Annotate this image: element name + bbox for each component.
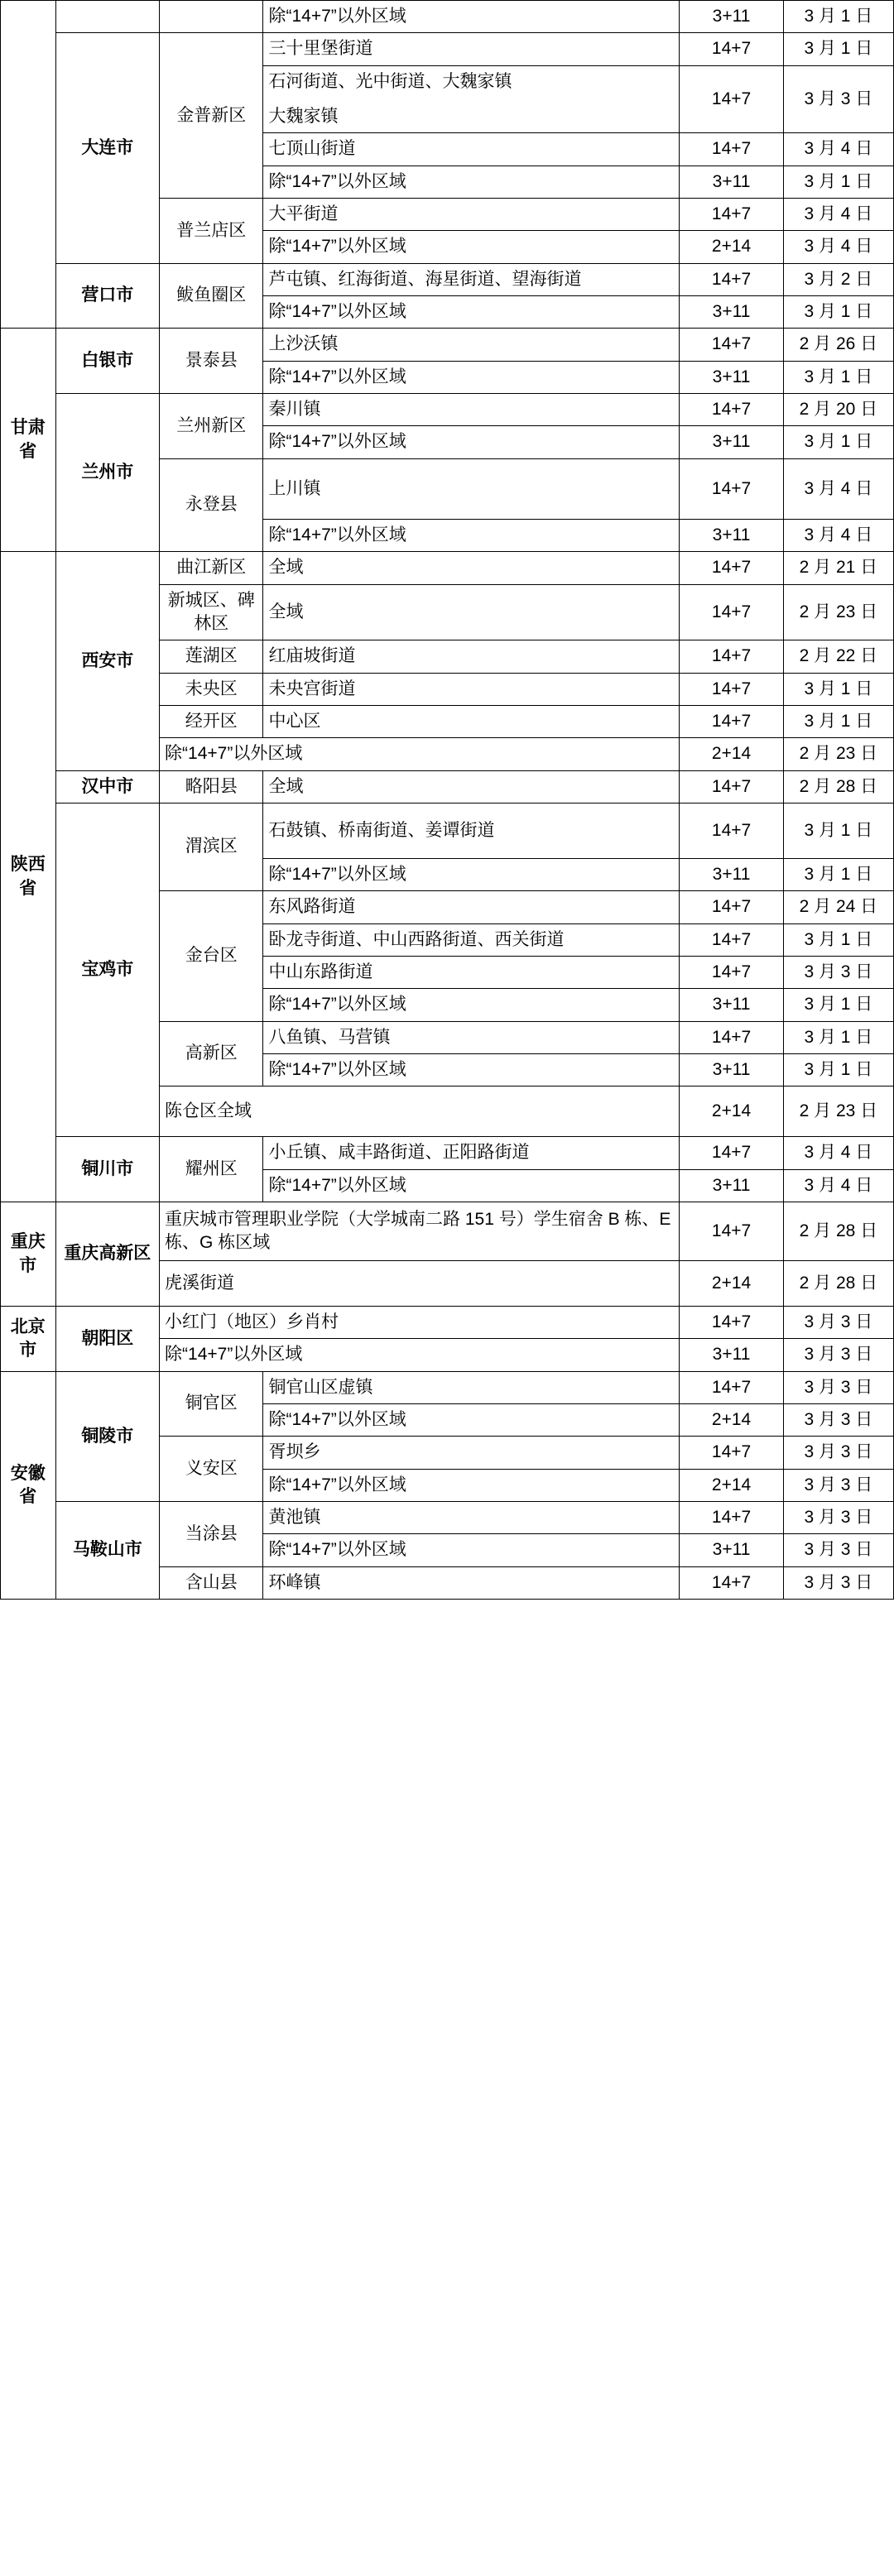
cell-date: 3 月 3 日 bbox=[783, 1307, 893, 1339]
cell-date: 2 月 28 日 bbox=[783, 770, 893, 803]
cell-area: 秦川镇 bbox=[263, 394, 680, 426]
cell-district: 鲅鱼圈区 bbox=[160, 263, 263, 329]
cell-date: 2 月 24 日 bbox=[783, 891, 893, 923]
cell-date: 3 月 1 日 bbox=[783, 673, 893, 705]
cell-date: 2 月 23 日 bbox=[783, 738, 893, 770]
cell-area: 除“14+7”以外区域 bbox=[263, 231, 680, 263]
cell-area: 环峰镇 bbox=[263, 1566, 680, 1599]
cell-area: 红庙坡街道 bbox=[263, 640, 680, 673]
cell-city: 兰州市 bbox=[55, 394, 159, 552]
cell-date: 3 月 3 日 bbox=[783, 1566, 893, 1599]
cell-date: 2 月 23 日 bbox=[783, 584, 893, 640]
cell-area: 上川镇 bbox=[263, 458, 680, 519]
cell-area: 全域 bbox=[263, 770, 680, 803]
cell-days: 3+11 bbox=[680, 361, 783, 393]
cell-district: 兰州新区 bbox=[160, 394, 263, 459]
cell-days: 14+7 bbox=[680, 1202, 783, 1261]
cell-area bbox=[263, 65, 680, 133]
cell-days: 14+7 bbox=[680, 1021, 783, 1053]
cell-area: 除“14+7”以外区域 bbox=[263, 858, 680, 890]
cell-days: 3+11 bbox=[680, 1534, 783, 1566]
cell-days: 14+7 bbox=[680, 458, 783, 519]
cell-area-line1: 石河街道、光中街道、大魏家镇 bbox=[268, 71, 512, 91]
table-row bbox=[1, 552, 894, 584]
cell-district: 渭滨区 bbox=[160, 803, 263, 890]
cell-days: 3+11 bbox=[680, 1, 783, 33]
cell-area: 全域 bbox=[263, 552, 680, 584]
cell-area: 小丘镇、咸丰路街道、正阳路街道 bbox=[263, 1137, 680, 1169]
cell-date: 3 月 1 日 bbox=[783, 803, 893, 858]
table-row bbox=[1, 1, 894, 33]
cell-date: 3 月 1 日 bbox=[783, 923, 893, 956]
cell-days: 14+7 bbox=[680, 1371, 783, 1403]
cell-date: 3 月 3 日 bbox=[783, 1404, 893, 1437]
cell-district: 普兰店区 bbox=[160, 199, 263, 264]
cell-province: 陕西省 bbox=[1, 552, 56, 1202]
cell-area: 黄池镇 bbox=[263, 1502, 680, 1534]
cell-city: 铜陵市 bbox=[55, 1371, 159, 1501]
cell-date: 2 月 22 日 bbox=[783, 640, 893, 673]
cell-province bbox=[1, 1, 56, 329]
cell-city: 马鞍山市 bbox=[55, 1502, 159, 1600]
cell-district: 略阳县 bbox=[160, 770, 263, 803]
cell-area: 全域 bbox=[263, 584, 680, 640]
cell-area: 上沙沃镇 bbox=[263, 329, 680, 361]
cell-area: 除“14+7”以外区域 bbox=[263, 1169, 680, 1202]
cell-days: 3+11 bbox=[680, 858, 783, 890]
cell-date: 2 月 28 日 bbox=[783, 1202, 893, 1261]
cell-area: 石鼓镇、桥南街道、姜谭街道 bbox=[263, 803, 680, 858]
cell-area: 陈仓区全域 bbox=[160, 1087, 680, 1137]
cell-area: 除“14+7”以外区域 bbox=[263, 989, 680, 1021]
table-row bbox=[1, 329, 894, 361]
cell-days: 14+7 bbox=[680, 33, 783, 65]
cell-area: 除“14+7”以外区域 bbox=[263, 1534, 680, 1566]
cell-area: 除“14+7”以外区域 bbox=[263, 1404, 680, 1437]
cell-area: 重庆城市管理职业学院（大学城南二路 151 号）学生宿舍 B 栋、E 栋、G 栋区域 bbox=[160, 1202, 680, 1261]
cell-area: 除“14+7”以外区域 bbox=[263, 1469, 680, 1501]
cell-area: 除“14+7”以外区域 bbox=[263, 426, 680, 458]
cell-date: 3 月 1 日 bbox=[783, 1021, 893, 1053]
cell-days: 14+7 bbox=[680, 394, 783, 426]
cell-date: 3 月 1 日 bbox=[783, 165, 893, 198]
cell-area: 卧龙寺街道、中山西路街道、西关街道 bbox=[263, 923, 680, 956]
cell-days: 14+7 bbox=[680, 923, 783, 956]
spacer bbox=[268, 94, 674, 105]
cell-area: 八鱼镇、马营镇 bbox=[263, 1021, 680, 1053]
cell-area: 除“14+7”以外区域 bbox=[263, 1, 680, 33]
cell-days: 14+7 bbox=[680, 1137, 783, 1169]
cell-area: 中山东路街道 bbox=[263, 956, 680, 988]
cell-area: 除“14+7”以外区域 bbox=[160, 738, 680, 770]
cell-date: 3 月 3 日 bbox=[783, 1339, 893, 1371]
table-row bbox=[1, 803, 894, 858]
table-row bbox=[1, 1502, 894, 1534]
cell-days: 2+14 bbox=[680, 1404, 783, 1437]
cell-date: 3 月 1 日 bbox=[783, 1, 893, 33]
table-row bbox=[1, 1307, 894, 1339]
cell-area: 小红门（地区）乡肖村 bbox=[160, 1307, 680, 1339]
cell-date: 3 月 4 日 bbox=[783, 458, 893, 519]
cell-city: 汉中市 bbox=[55, 770, 159, 803]
cell-district: 未央区 bbox=[160, 673, 263, 705]
cell-area: 除“14+7”以外区域 bbox=[160, 1339, 680, 1371]
table-row bbox=[1, 1371, 894, 1403]
cell-area: 虎溪街道 bbox=[160, 1261, 680, 1307]
cell-days: 14+7 bbox=[680, 803, 783, 858]
cell-days: 3+11 bbox=[680, 1339, 783, 1371]
cell-date: 3 月 4 日 bbox=[783, 1169, 893, 1202]
cell-days: 2+14 bbox=[680, 1469, 783, 1501]
cell-city: 营口市 bbox=[55, 263, 159, 329]
cell-date: 3 月 3 日 bbox=[783, 1502, 893, 1534]
cell-area: 芦屯镇、红海街道、海星街道、望海街道 bbox=[263, 263, 680, 295]
cell-days: 3+11 bbox=[680, 426, 783, 458]
cell-district: 莲湖区 bbox=[160, 640, 263, 673]
cell-date: 3 月 4 日 bbox=[783, 519, 893, 551]
cell-date: 3 月 1 日 bbox=[783, 361, 893, 393]
cell-days: 2+14 bbox=[680, 738, 783, 770]
cell-days: 14+7 bbox=[680, 956, 783, 988]
cell-city: 西安市 bbox=[55, 552, 159, 770]
cell-date: 3 月 4 日 bbox=[783, 199, 893, 231]
cell-area: 除“14+7”以外区域 bbox=[263, 519, 680, 551]
cell-city: 铜川市 bbox=[55, 1137, 159, 1202]
cell-date: 3 月 3 日 bbox=[783, 65, 893, 133]
cell-days: 14+7 bbox=[680, 1307, 783, 1339]
cell-district: 高新区 bbox=[160, 1021, 263, 1087]
cell-city: 白银市 bbox=[55, 329, 159, 394]
cell-district: 含山县 bbox=[160, 1566, 263, 1599]
cell-days: 3+11 bbox=[680, 989, 783, 1021]
cell-district: 新城区、碑林区 bbox=[160, 584, 263, 640]
cell-date: 2 月 21 日 bbox=[783, 552, 893, 584]
cell-province: 重庆市 bbox=[1, 1202, 56, 1307]
cell-date: 3 月 1 日 bbox=[783, 33, 893, 65]
cell-days: 14+7 bbox=[680, 673, 783, 705]
cell-province: 北京市 bbox=[1, 1307, 56, 1372]
cell-area: 中心区 bbox=[263, 705, 680, 737]
cell-days: 14+7 bbox=[680, 584, 783, 640]
cell-days: 2+14 bbox=[680, 1087, 783, 1137]
cell-district: 义安区 bbox=[160, 1437, 263, 1502]
cell-days: 3+11 bbox=[680, 1053, 783, 1086]
cell-days: 3+11 bbox=[680, 519, 783, 551]
table-row bbox=[1, 33, 894, 65]
cell-days: 14+7 bbox=[680, 133, 783, 165]
cell-city: 宝鸡市 bbox=[55, 803, 159, 1136]
cell-days: 14+7 bbox=[680, 263, 783, 295]
cell-days: 14+7 bbox=[680, 1437, 783, 1469]
cell-date: 3 月 1 日 bbox=[783, 296, 893, 329]
table-row bbox=[1, 263, 894, 295]
cell-days: 14+7 bbox=[680, 329, 783, 361]
cell-days: 14+7 bbox=[680, 705, 783, 737]
cell-area: 大平街道 bbox=[263, 199, 680, 231]
cell-days: 14+7 bbox=[680, 640, 783, 673]
cell-area: 铜官山区虚镇 bbox=[263, 1371, 680, 1403]
cell-area: 七顶山街道 bbox=[263, 133, 680, 165]
cell-days: 14+7 bbox=[680, 199, 783, 231]
cell-date: 2 月 23 日 bbox=[783, 1087, 893, 1137]
cell-district bbox=[160, 1, 263, 33]
cell-district: 永登县 bbox=[160, 458, 263, 551]
cell-area: 除“14+7”以外区域 bbox=[263, 361, 680, 393]
cell-area: 未央宫街道 bbox=[263, 673, 680, 705]
table-row bbox=[1, 770, 894, 803]
cell-province: 安徽省 bbox=[1, 1371, 56, 1599]
cell-district: 景泰县 bbox=[160, 329, 263, 394]
cell-days: 3+11 bbox=[680, 296, 783, 329]
cell-date: 3 月 4 日 bbox=[783, 1137, 893, 1169]
cell-days: 2+14 bbox=[680, 231, 783, 263]
cell-area-line2: 大魏家镇 bbox=[268, 107, 339, 127]
table-row bbox=[1, 1137, 894, 1169]
cell-days: 14+7 bbox=[680, 770, 783, 803]
cell-district: 铜官区 bbox=[160, 1371, 263, 1437]
cell-days: 14+7 bbox=[680, 552, 783, 584]
cell-area: 除“14+7”以外区域 bbox=[263, 165, 680, 198]
cell-province: 甘肃省 bbox=[1, 329, 56, 552]
cell-days: 14+7 bbox=[680, 891, 783, 923]
cell-days: 3+11 bbox=[680, 1169, 783, 1202]
cell-date: 3 月 1 日 bbox=[783, 989, 893, 1021]
cell-date: 3 月 3 日 bbox=[783, 1534, 893, 1566]
cell-district: 当涂县 bbox=[160, 1502, 263, 1567]
cell-date: 3 月 4 日 bbox=[783, 133, 893, 165]
cell-date: 3 月 4 日 bbox=[783, 231, 893, 263]
cell-date: 3 月 1 日 bbox=[783, 426, 893, 458]
cell-date: 2 月 20 日 bbox=[783, 394, 893, 426]
cell-district: 金台区 bbox=[160, 891, 263, 1021]
cell-area: 东风路街道 bbox=[263, 891, 680, 923]
cell-area: 胥坝乡 bbox=[263, 1437, 680, 1469]
cell-date: 2 月 26 日 bbox=[783, 329, 893, 361]
cell-days: 14+7 bbox=[680, 1502, 783, 1534]
cell-city: 朝阳区 bbox=[55, 1307, 159, 1372]
cell-date: 3 月 1 日 bbox=[783, 1053, 893, 1086]
cell-area: 三十里堡街道 bbox=[263, 33, 680, 65]
cell-date: 3 月 3 日 bbox=[783, 956, 893, 988]
cell-date: 3 月 3 日 bbox=[783, 1371, 893, 1403]
cell-city: 重庆高新区 bbox=[55, 1202, 159, 1307]
table-row bbox=[1, 1202, 894, 1261]
cell-days: 2+14 bbox=[680, 1261, 783, 1307]
cell-area: 除“14+7”以外区域 bbox=[263, 296, 680, 329]
cell-district: 金普新区 bbox=[160, 33, 263, 199]
cell-days: 14+7 bbox=[680, 65, 783, 133]
cell-district: 经开区 bbox=[160, 705, 263, 737]
cell-city bbox=[55, 1, 159, 33]
cell-date: 2 月 28 日 bbox=[783, 1261, 893, 1307]
cell-district: 曲江新区 bbox=[160, 552, 263, 584]
cell-date: 3 月 1 日 bbox=[783, 858, 893, 890]
cell-date: 3 月 2 日 bbox=[783, 263, 893, 295]
table-row bbox=[1, 394, 894, 426]
cell-date: 3 月 3 日 bbox=[783, 1437, 893, 1469]
cell-date: 3 月 3 日 bbox=[783, 1469, 893, 1501]
cell-area: 除“14+7”以外区域 bbox=[263, 1053, 680, 1086]
cell-date: 3 月 1 日 bbox=[783, 705, 893, 737]
cell-district: 耀州区 bbox=[160, 1137, 263, 1202]
cell-days: 3+11 bbox=[680, 165, 783, 198]
cell-days: 14+7 bbox=[680, 1566, 783, 1599]
cell-city: 大连市 bbox=[55, 33, 159, 263]
